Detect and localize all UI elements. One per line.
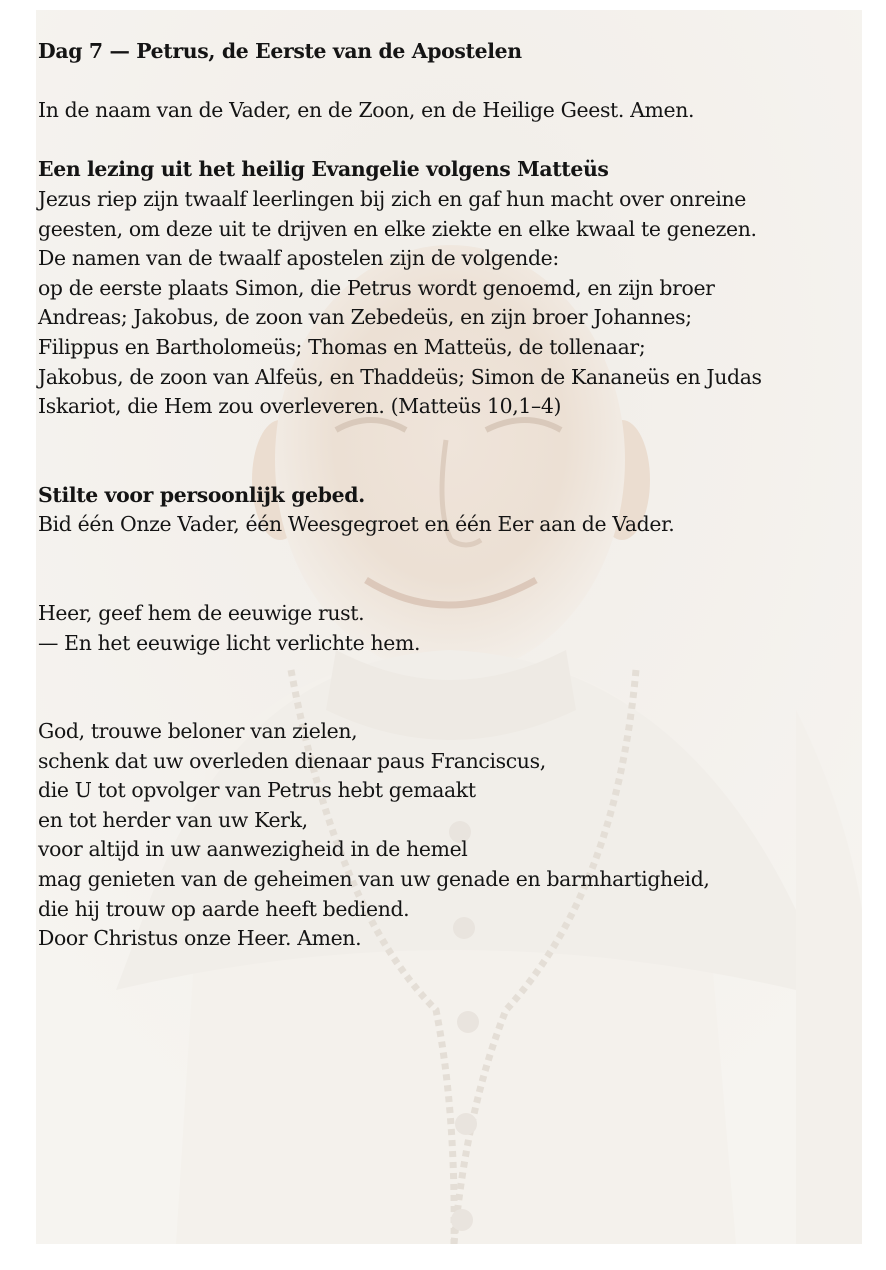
prayer-line: voor altijd in uw aanwezigheid in de hemel bbox=[38, 837, 468, 862]
reading-line: Jezus riep zijn twaalf leerlingen bij zich en gaf hun macht over onreine bbox=[38, 186, 746, 211]
reading-line: op de eerste plaats Simon, die Petrus wordt genoemd, en zijn broer bbox=[38, 275, 715, 300]
reading-line: De namen van de twaalf apostelen zijn de volgende: bbox=[38, 246, 559, 271]
prayer-line: Door Christus onze Heer. Amen. bbox=[38, 926, 362, 951]
reading-line: Filippus en Bartholomeüs; Thomas en Matteüs, de tollenaar; bbox=[38, 334, 646, 359]
reading-heading: Een lezing uit het heilig Evangelie volgens Matteüs bbox=[38, 157, 609, 182]
prayer-line: die hij trouw op aarde heeft bediend. bbox=[38, 896, 410, 921]
prayer-line: schenk dat uw overleden dienaar paus Franciscus, bbox=[38, 748, 546, 773]
opening-invocation: In de naam van de Vader, en de Zoon, en de Heilige Geest. Amen. bbox=[38, 98, 695, 123]
reading-line: Iskariot, die Hem zou overleveren. (Matteüs 10,1–4) bbox=[38, 394, 562, 419]
prayer-line: en tot herder van uw Kerk, bbox=[38, 807, 308, 832]
prayer-line: mag genieten van de geheimen van uw genade en barmhartigheid, bbox=[38, 867, 710, 892]
versicle-call: Heer, geef hem de eeuwige rust. bbox=[38, 600, 365, 625]
reading-line: geesten, om deze uit te drijven en elke ziekte en elke kwaal te genezen. bbox=[38, 216, 757, 241]
prayer-line: die U tot opvolger van Petrus hebt gemaakt bbox=[38, 778, 476, 803]
document-page bbox=[36, 10, 862, 1244]
reading-line: Jakobus, de zoon van Alfeüs, en Thaddeüs; Simon de Kananeüs en Judas bbox=[38, 364, 762, 389]
silence-instruction: Bid één Onze Vader, één Weesgegroet en één Eer aan de Vader. bbox=[38, 512, 675, 537]
silence-heading: Stilte voor persoonlijk gebed. bbox=[38, 482, 365, 507]
versicle-response: — En het eeuwige licht verlichte hem. bbox=[38, 630, 421, 655]
document-title: Dag 7 — Petrus, de Eerste van de Apostelen bbox=[38, 39, 522, 63]
reading-line: Andreas; Jakobus, de zoon van Zebedeüs, en zijn broer Johannes; bbox=[38, 305, 692, 330]
document-text bbox=[38, 37, 838, 954]
prayer-line: God, trouwe beloner van zielen, bbox=[38, 719, 358, 744]
